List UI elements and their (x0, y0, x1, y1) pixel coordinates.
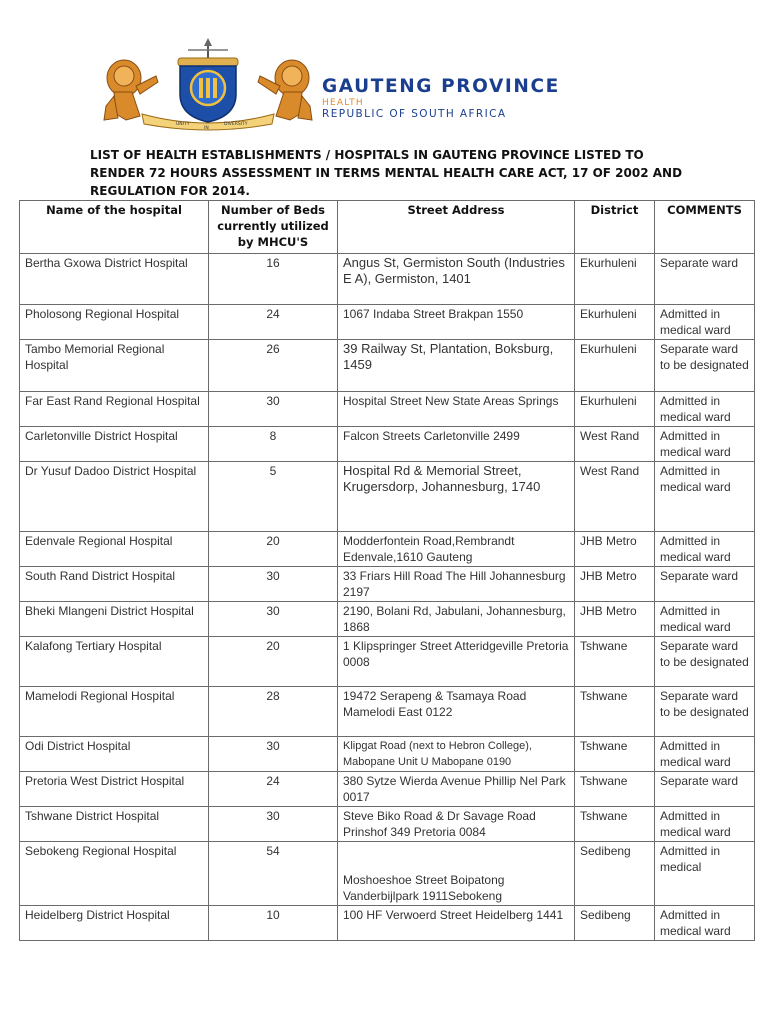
district: Tshwane (575, 637, 655, 687)
comments: Separate ward (655, 772, 755, 807)
beds-count: 30 (209, 392, 338, 427)
comments: Separate ward (655, 254, 755, 305)
motto-right: DIVERSITY (224, 122, 248, 127)
table-row (20, 305, 755, 340)
hospital-name: Tambo Memorial Regional Hospital (20, 340, 209, 392)
shield-icon (180, 66, 236, 122)
brand-country: REPUBLIC OF SOUTH AFRICA (322, 108, 507, 120)
comments: Admitted in medical ward (655, 427, 755, 462)
street-address: 100 HF Verwoerd Street Heidelberg 1441 (338, 906, 575, 941)
district: Ekurhuleni (575, 305, 655, 340)
comments: Separate ward to be designated (655, 687, 755, 737)
district: Ekurhuleni (575, 340, 655, 392)
table-row (20, 532, 755, 567)
brand-title: GAUTENG PROVINCE (322, 76, 560, 97)
comments: Admitted in medical ward (655, 906, 755, 941)
street-address: 1067 Indaba Street Brakpan 1550 (338, 305, 575, 340)
street-address: Angus St, Germiston South (Industries E A), Germiston, 1401 (338, 254, 575, 305)
column-header-comments: COMMENTS (655, 201, 755, 254)
hospital-name: Bertha Gxowa District Hospital (20, 254, 209, 305)
district: JHB Metro (575, 532, 655, 567)
table-row (20, 392, 755, 427)
table-row (20, 340, 755, 392)
table-row (20, 842, 755, 906)
left-lion-icon (104, 60, 158, 120)
motto-left: UNITY (176, 122, 190, 127)
district: Tshwane (575, 737, 655, 772)
street-address: Moshoeshoe Street Boipatong Vanderbijlpark 1911Sebokeng (338, 842, 575, 906)
hospital-name: Pholosong Regional Hospital (20, 305, 209, 340)
document-heading: LIST OF HEALTH ESTABLISHMENTS / HOSPITALS IN GAUTENG PROVINCE LISTED TO RENDER 72 HOURS ASSESSMENT IN TERMS MENTAL HEALTH CARE ACT, 17 OF 2002 AND REGULATION FOR 2014. (90, 148, 683, 198)
column-header-beds: Number of Beds currently utilized by MHCU'S (209, 201, 338, 254)
beds-count: 30 (209, 737, 338, 772)
table-row (20, 687, 755, 737)
district: West Rand (575, 462, 655, 532)
column-header-district: District (575, 201, 655, 254)
district: Sedibeng (575, 906, 655, 941)
hospital-name: South Rand District Hospital (20, 567, 209, 602)
beds-count: 5 (209, 462, 338, 532)
comments: Admitted in medical ward (655, 737, 755, 772)
beds-count: 30 (209, 807, 338, 842)
street-address: Hospital Street New State Areas Springs (338, 392, 575, 427)
hospital-name: Bheki Mlangeni District Hospital (20, 602, 209, 637)
table-row (20, 637, 755, 687)
comments: Separate ward to be designated (655, 637, 755, 687)
gauteng-crest-logo (96, 36, 320, 131)
beds-count: 16 (209, 254, 338, 305)
comments: Separate ward (655, 567, 755, 602)
street-address: Modderfontein Road,Rembrandt Edenvale,1610 Gauteng (338, 532, 575, 567)
district: Sedibeng (575, 842, 655, 906)
table-row (20, 772, 755, 807)
comments: Admitted in medical (655, 842, 755, 906)
beds-count: 8 (209, 427, 338, 462)
hospital-name: Kalafong Tertiary Hospital (20, 637, 209, 687)
hospital-name: Carletonville District Hospital (20, 427, 209, 462)
district: Tshwane (575, 807, 655, 842)
comments: Separate ward to be designated (655, 340, 755, 392)
district: Ekurhuleni (575, 254, 655, 305)
crest-crown-icon (178, 38, 238, 66)
comments: Admitted in medical ward (655, 602, 755, 637)
table-row (20, 254, 755, 305)
comments: Admitted in medical ward (655, 807, 755, 842)
district: West Rand (575, 427, 655, 462)
street-address: 1 Klipspringer Street Atteridgeville Pretoria 0008 (338, 637, 575, 687)
beds-count: 20 (209, 637, 338, 687)
comments: Admitted in medical ward (655, 392, 755, 427)
table-row (20, 737, 755, 772)
hospital-name: Dr Yusuf Dadoo District Hospital (20, 462, 209, 532)
table-row (20, 602, 755, 637)
district: JHB Metro (575, 602, 655, 637)
beds-count: 24 (209, 305, 338, 340)
district: Tshwane (575, 687, 655, 737)
hospital-name: Odi District Hospital (20, 737, 209, 772)
beds-count: 24 (209, 772, 338, 807)
table-header-row (20, 201, 755, 254)
beds-count: 26 (209, 340, 338, 392)
street-address: Steve Biko Road & Dr Savage Road Prinshof 349 Pretoria 0084 (338, 807, 575, 842)
brand-block (322, 76, 560, 120)
hospital-name: Far East Rand Regional Hospital (20, 392, 209, 427)
column-header-address: Street Address (338, 201, 575, 254)
table-row (20, 567, 755, 602)
street-address: Hospital Rd & Memorial Street, Krugersdorp, Johannesburg, 1740 (338, 462, 575, 532)
beds-count: 54 (209, 842, 338, 906)
beds-count: 28 (209, 687, 338, 737)
street-address: Klipgat Road (next to Hebron College), Mabopane Unit U Mabopane 0190 (338, 737, 575, 772)
district: Ekurhuleni (575, 392, 655, 427)
street-address: 380 Sytze Wierda Avenue Phillip Nel Park 0017 (338, 772, 575, 807)
hospital-name: Edenvale Regional Hospital (20, 532, 209, 567)
street-address: 2190, Bolani Rd, Jabulani, Johannesburg, 1868 (338, 602, 575, 637)
street-address: 19472 Serapeng & Tsamaya Road Mamelodi East 0122 (338, 687, 575, 737)
beds-count: 30 (209, 602, 338, 637)
comments: Admitted in medical ward (655, 462, 755, 532)
beds-count: 30 (209, 567, 338, 602)
district: Tshwane (575, 772, 655, 807)
street-address: 39 Railway St, Plantation, Boksburg, 1459 (338, 340, 575, 392)
hospital-name: Sebokeng Regional Hospital (20, 842, 209, 906)
hospital-name: Tshwane District Hospital (20, 807, 209, 842)
comments: Admitted in medical ward (655, 305, 755, 340)
street-address: Falcon Streets Carletonville 2499 (338, 427, 575, 462)
beds-count: 20 (209, 532, 338, 567)
hospital-name: Pretoria West District Hospital (20, 772, 209, 807)
right-lion-icon (258, 60, 312, 120)
table-row (20, 807, 755, 842)
hospital-name: Heidelberg District Hospital (20, 906, 209, 941)
hospital-name: Mamelodi Regional Hospital (20, 687, 209, 737)
column-header-name: Name of the hospital (20, 201, 209, 254)
beds-count: 10 (209, 906, 338, 941)
table-row (20, 462, 755, 532)
comments: Admitted in medical ward (655, 532, 755, 567)
district: JHB Metro (575, 567, 655, 602)
table-row (20, 427, 755, 462)
table-row (20, 906, 755, 941)
hospitals-table (19, 200, 755, 941)
street-address: 33 Friars Hill Road The Hill Johannesburg 2197 (338, 567, 575, 602)
motto-mid: IN (204, 126, 209, 131)
brand-department: HEALTH (322, 98, 364, 108)
